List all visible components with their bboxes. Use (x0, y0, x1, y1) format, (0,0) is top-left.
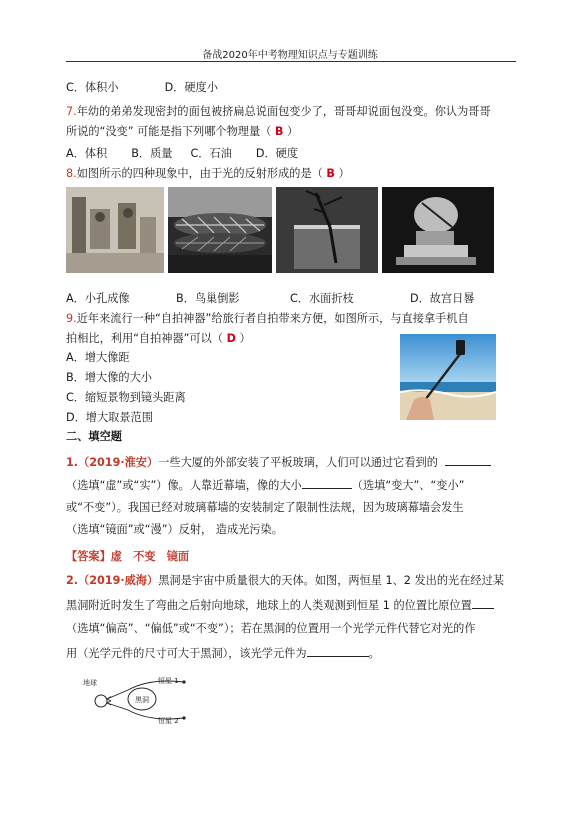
hole-label: 黑洞 (135, 696, 149, 704)
q8-answer: B (326, 167, 335, 180)
f2-line2: 黑洞附近时发生了弯曲之后射向地球，地球上的人类观测到恒星 1 的位置比原位置 (66, 597, 494, 613)
arrow-head-1 (107, 697, 111, 702)
f2-blank-1[interactable] (472, 597, 494, 609)
arrow-head-2 (107, 701, 111, 705)
f1-blank-1[interactable] (445, 454, 491, 466)
q9-line2: 拍相比，利用“自拍神器”可以（ D ） (66, 332, 251, 345)
sundial-photo (382, 187, 494, 273)
f1-line4: （选填“镜面”或“漫”）反射， 造成光污染。 (66, 523, 283, 536)
q9-answer: D (226, 332, 236, 345)
f2-line4: 用（光学元件的尺寸可大于黑洞），该光学元件为 。 (66, 647, 380, 660)
star2-label: 恒星 2 (158, 717, 179, 724)
earth-circle (95, 695, 107, 707)
q7-answer: B (274, 125, 284, 138)
header-divider (66, 61, 516, 62)
pinhole-image-photo (66, 187, 164, 273)
q7-line2: 所说的“没变” 可能是指下列哪个物理量（ B ） (66, 125, 299, 138)
q8-number: 8. (66, 167, 77, 180)
f2-source: （2019·威海） (78, 574, 159, 587)
q8-option-b: B．鸟巢倒影 (176, 292, 240, 305)
f2-number: 2. (66, 574, 79, 587)
q7-line1: 7.年幼的弟弟发现密封的面包被挤扁总说面包变少了，哥哥却说面包没变。你认为哥哥 (66, 105, 491, 118)
q9-option-a: A．增大像距 (66, 351, 130, 364)
q8-option-d: D．故宫日晷 (410, 292, 475, 305)
section-title: 二、填空题 (66, 430, 122, 443)
q9-option-d: D．增大取景范围 (66, 411, 153, 424)
f2-line1: 2.（2019·威海）黑洞是宇宙中质量很大的天体。如图，两恒星 1、2 发出的光在经过某 (66, 574, 504, 587)
f2-line3: （选填“偏高”、“偏低”或“不变”）；若在黑洞的位置用一个光学元件代替它对光的作 (66, 622, 476, 635)
q8-option-c: C．水面折枝 (290, 292, 354, 305)
q6-options (66, 80, 218, 95)
earth-label: 地球 (83, 679, 97, 687)
f1-line3: 或“不变”）。我国已经对玻璃幕墙的安装制定了限制性法规，因为玻璃幕墙会发生 (66, 501, 464, 514)
star1-label: 恒星 1 (158, 677, 179, 685)
q6-option-c: C．体积小 (66, 81, 119, 94)
q6-option-d: D．硬度小 (164, 81, 218, 94)
page-header: 备战2020年中考物理知识点与专题训练 (202, 50, 378, 61)
f1-blank-2[interactable] (302, 477, 352, 489)
f1-line2: （选填“虚”或“实”）像。人靠近幕墙，像的大小 （选填“变大”、“变小” (66, 479, 465, 492)
q8-option-a: A．小孔成像 (66, 292, 130, 305)
q9-option-b: B．增大像的大小 (66, 371, 152, 384)
f1-number: 1. (66, 456, 79, 469)
f1-answer: 【答案】虚 不变 镜面 (66, 550, 190, 563)
q9-number: 9. (66, 312, 77, 325)
selfie-stick-photo (400, 334, 496, 420)
q7-options: A．体积 B．质量 C．石油 D．硬度 (66, 147, 299, 160)
f2-blank-2[interactable] (307, 645, 369, 657)
q9-option-c: C．缩短景物到镜头距离 (66, 391, 186, 404)
black-hole-diagram (80, 672, 200, 724)
q7-number: 7. (66, 105, 77, 118)
water-refraction-photo (276, 187, 378, 273)
q9-line1: 9.近年来流行一种“自拍神器”给旅行者自拍带来方便，如图所示，与直接拿手机自 (66, 312, 469, 325)
f1-line1: 1.（2019·淮安）一些大厦的外部安装了平板玻璃，人们可以通过它看到的 (66, 454, 491, 470)
q8-stem: 8.如图所示的四种现象中，由于光的反射形成的是（ B ） (66, 167, 350, 180)
bird-nest-reflection-photo (168, 187, 272, 273)
f1-source: （2019·淮安） (78, 456, 159, 469)
